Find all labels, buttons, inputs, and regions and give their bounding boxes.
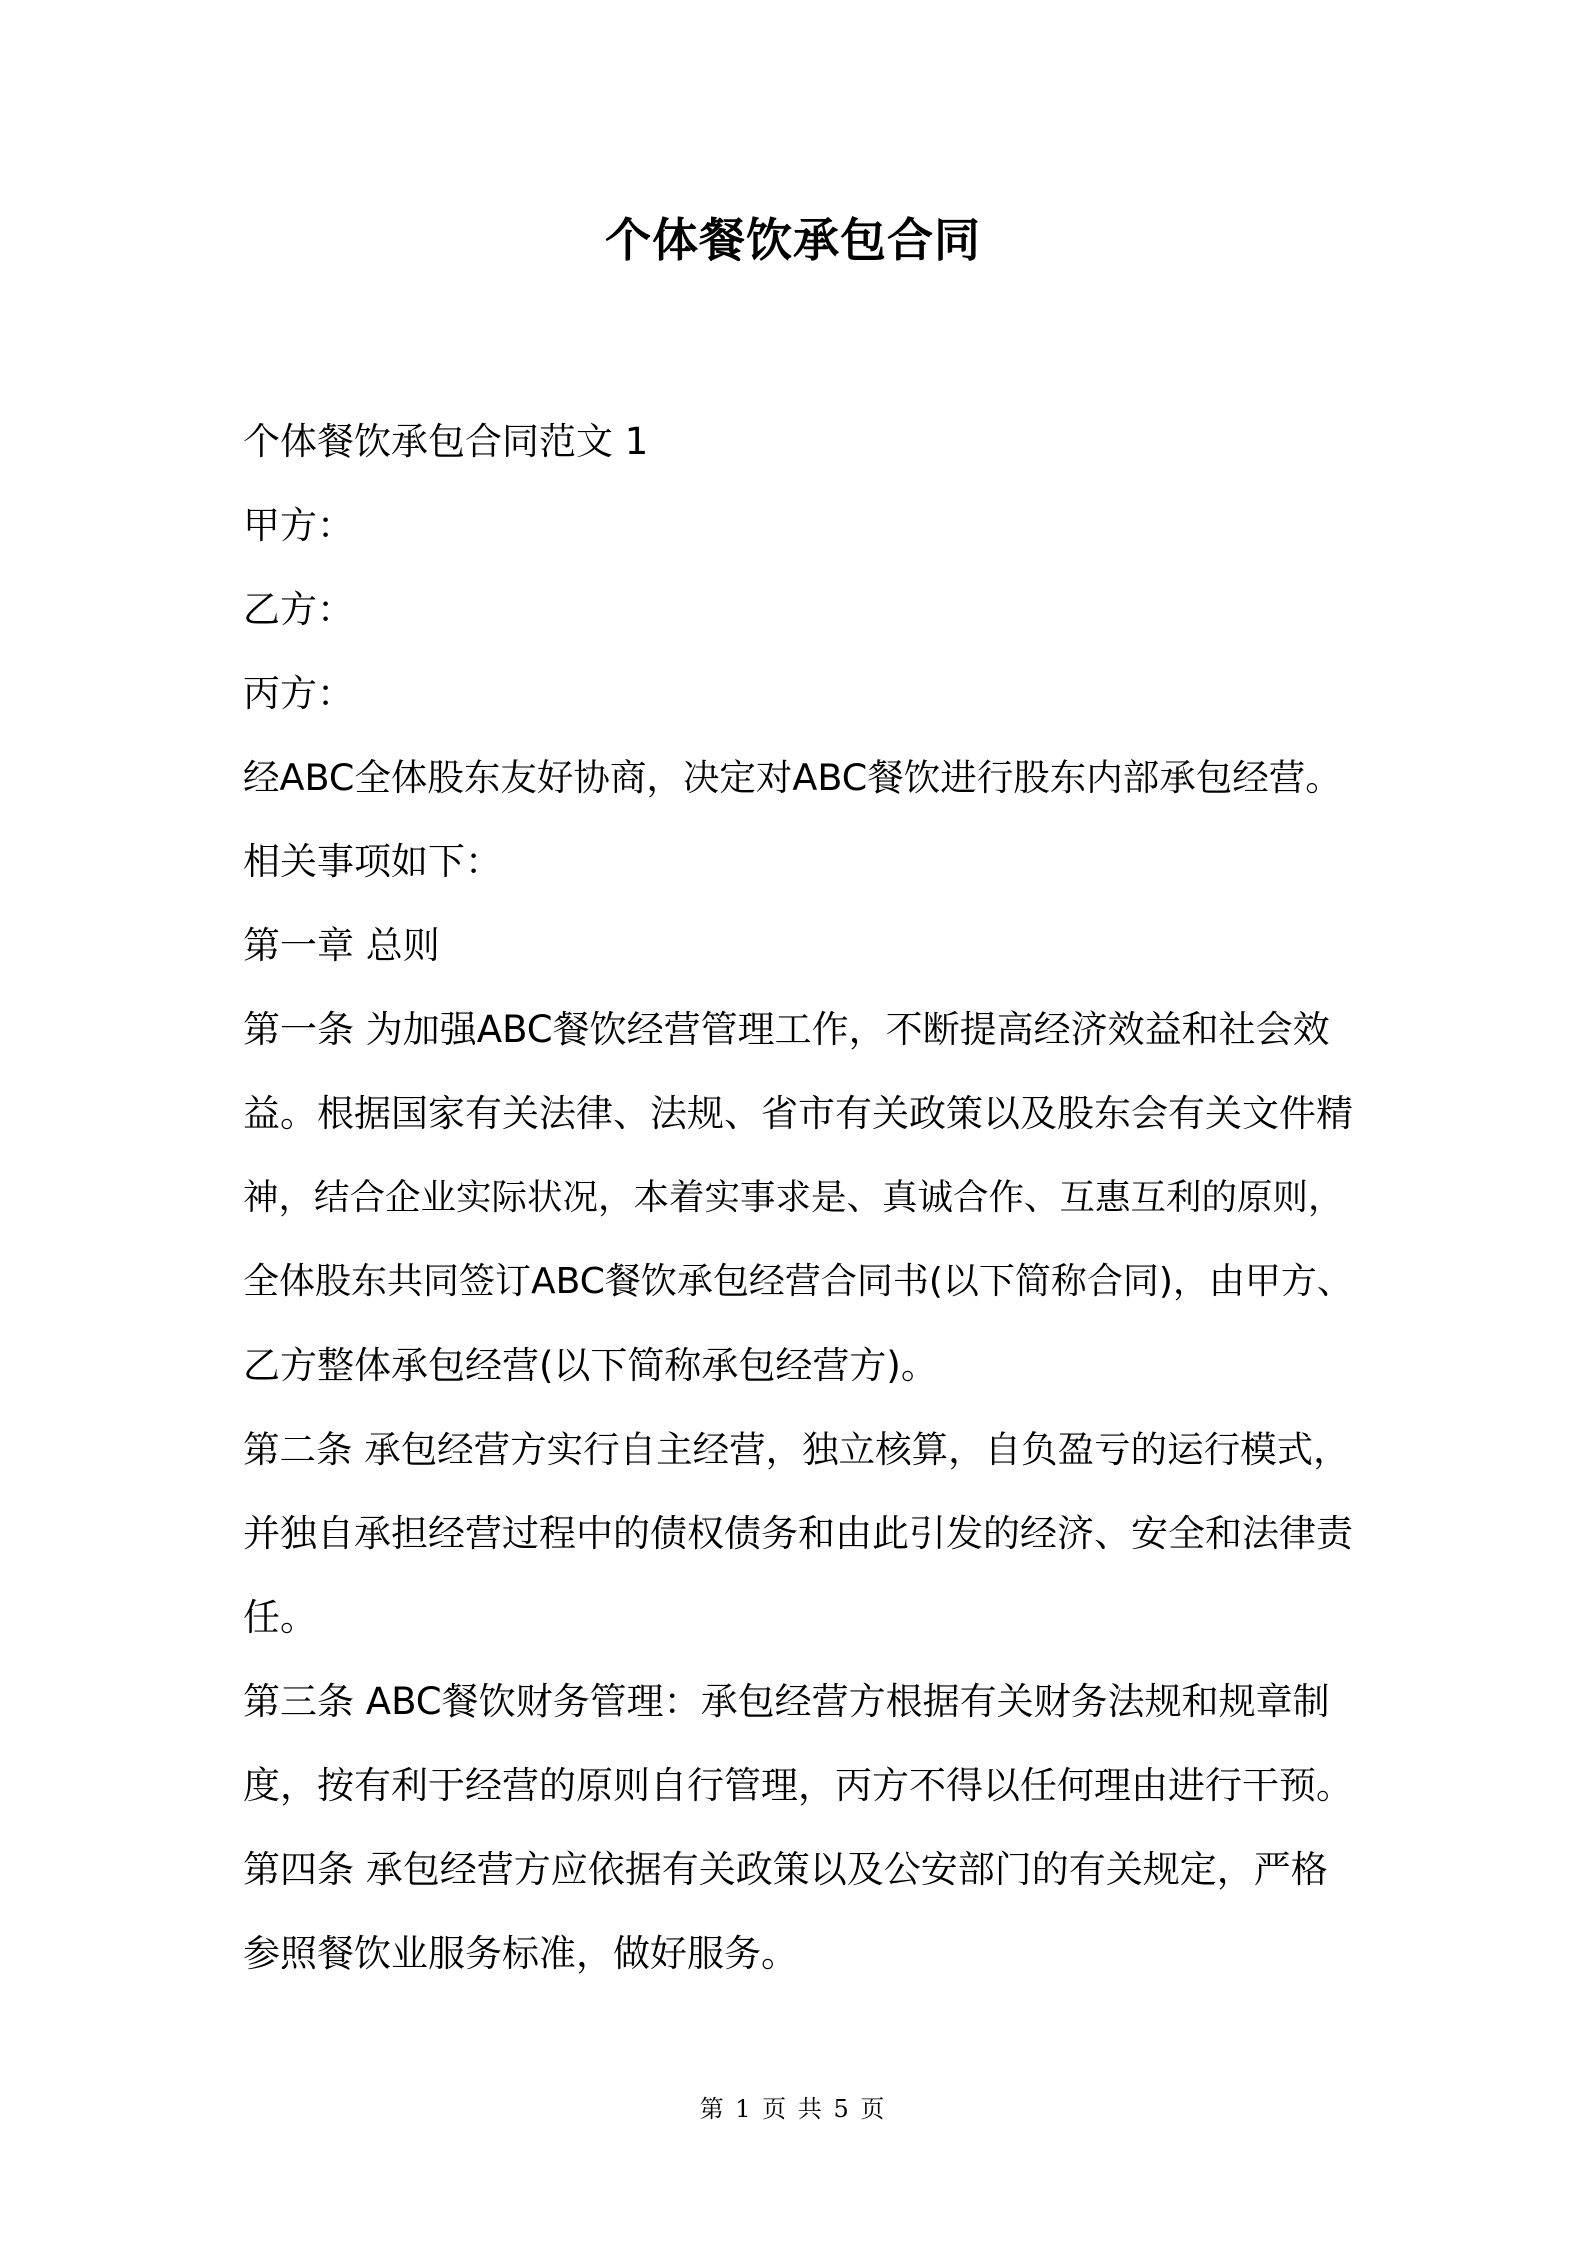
body-line: 度，按有利于经营的原则自行管理，丙方不得以任何理由进行干预。 bbox=[243, 1764, 1353, 1807]
body-line: 第四条 承包经营方应依据有关政策以及公安部门的有关规定，严格 bbox=[243, 1848, 1328, 1891]
body-line: 乙方整体承包经营(以下简称承包经营方)。 bbox=[243, 1344, 938, 1387]
body-line: 第三条 ABC餐饮财务管理：承包经营方根据有关财务法规和规章制 bbox=[243, 1680, 1330, 1723]
page-footer: 第 1 页 共 5 页 bbox=[699, 2095, 887, 2123]
body-line: 相关事项如下： bbox=[243, 840, 502, 883]
body-line: 第一条 为加强ABC餐饮经营管理工作，不断提高经济效益和社会效 bbox=[243, 1008, 1330, 1051]
body-line: 益。根据国家有关法律、法规、省市有关政策以及股东会有关文件精 bbox=[243, 1092, 1353, 1135]
body-line: 任。 bbox=[243, 1596, 317, 1639]
party-b-line: 乙方： bbox=[243, 588, 354, 631]
body-line: 全体股东共同签订ABC餐饮承包经营合同书(以下简称合同)，由甲方、 bbox=[243, 1261, 1353, 1302]
party-a-line: 甲方： bbox=[243, 504, 354, 547]
body-line: 参照餐饮业服务标准，做好服务。 bbox=[243, 1932, 798, 1975]
body-line: 并独自承担经营过程中的债权债务和由此引发的经济、安全和法律责 bbox=[243, 1512, 1353, 1555]
subtitle-line: 个体餐饮承包合同范文 1 bbox=[243, 420, 649, 463]
chapter-heading: 第一章 总则 bbox=[243, 924, 440, 967]
body-line: 第二条 承包经营方实行自主经营，独立核算，自负盈亏的运行模式， bbox=[243, 1428, 1350, 1471]
document-body bbox=[243, 400, 1353, 1996]
body-line: 经ABC全体股东友好协商，决定对ABC餐饮进行股东内部承包经营。 bbox=[243, 756, 1342, 799]
body-line: 神，结合企业实际状况，本着实事求是、真诚合作、互惠互利的原则， bbox=[243, 1177, 1344, 1218]
party-c-line: 丙方： bbox=[243, 672, 354, 715]
document-title: 个体餐饮承包合同 bbox=[605, 213, 981, 267]
